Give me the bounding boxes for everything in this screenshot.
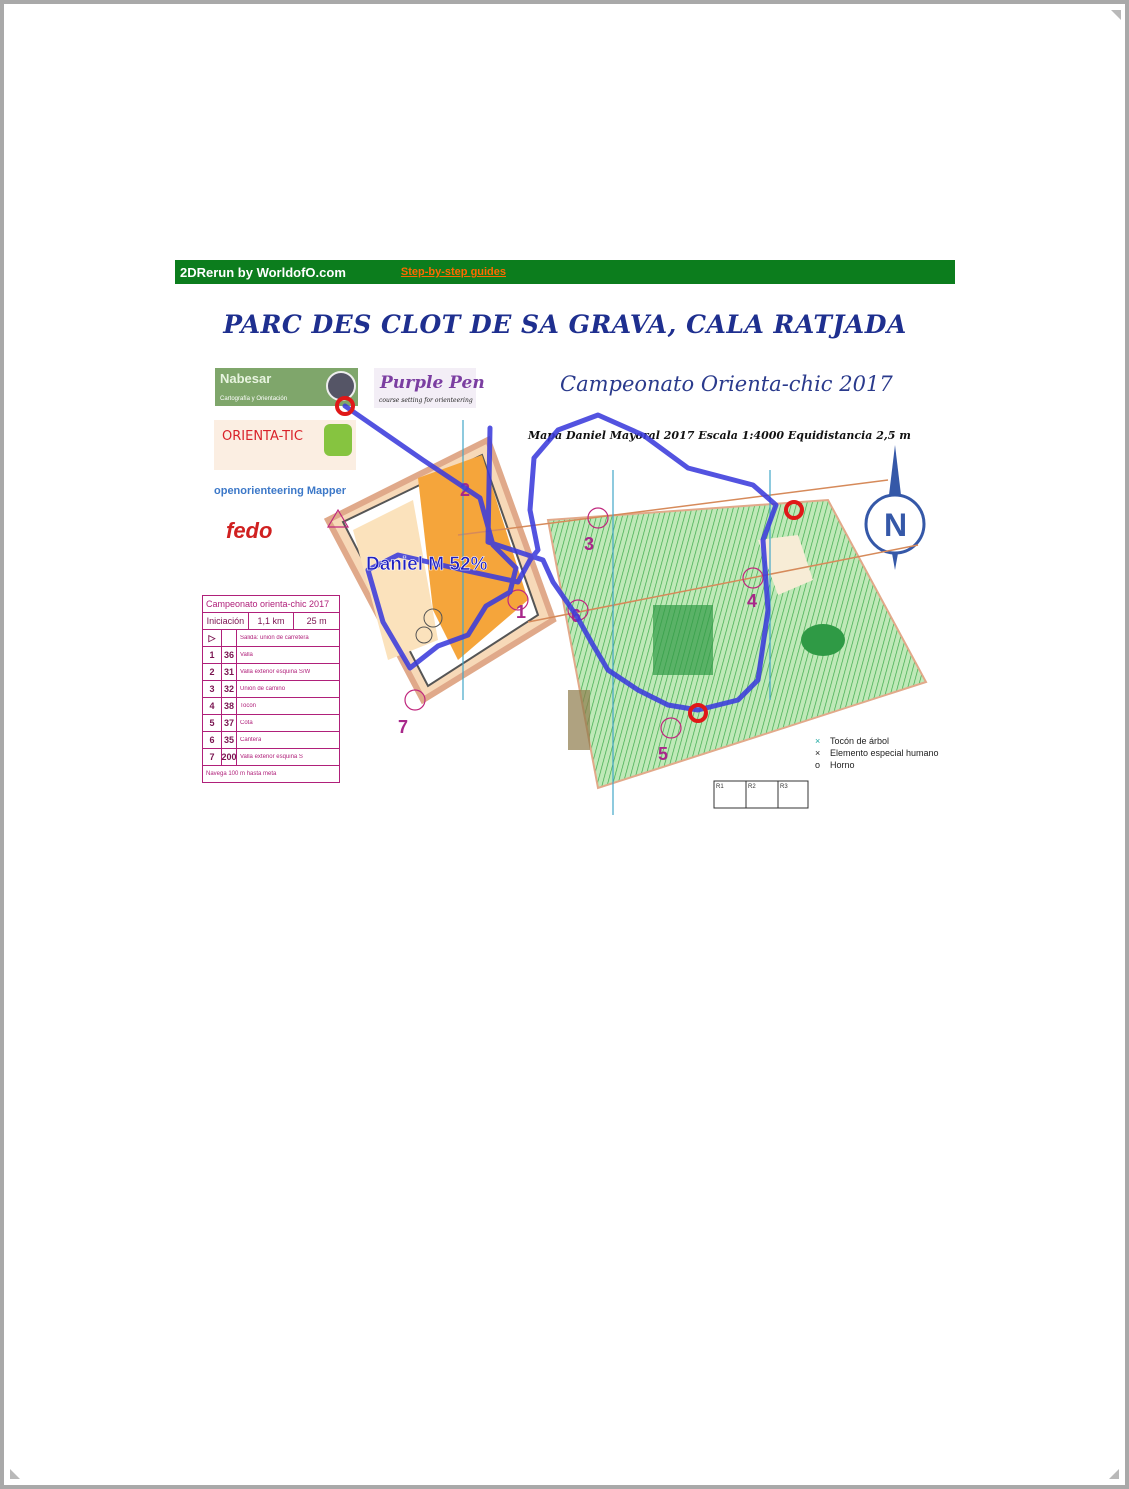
desc-control-text: Valla exterior esquina S/W: [240, 669, 311, 675]
desc-title-row: [203, 596, 339, 613]
oom-logo: openorienteering Mapper: [214, 485, 347, 497]
desc-control-row: [203, 647, 339, 664]
purple-pen-subtext: course setting for orienteering: [379, 397, 473, 404]
desc-control-num: 2: [203, 664, 222, 680]
control-number-1: 1: [516, 602, 527, 622]
punch-box-1: R1: [716, 784, 724, 790]
nabesar-text: Nabesar: [220, 371, 272, 386]
header-banner: [175, 260, 955, 284]
map-legend: [815, 736, 939, 770]
desc-control-code: 35: [222, 732, 237, 748]
desc-meta-row: [203, 613, 339, 630]
desc-start-row: [203, 630, 339, 647]
nabesar-subtext: Cartografía y Orientación: [220, 396, 288, 402]
brand-label: 2DRerun by WorldofO.com: [180, 264, 346, 280]
control-number-6: 6: [571, 606, 582, 626]
android-icon: [324, 424, 352, 456]
orienta-tic-text: ORIENTA-TIC: [222, 429, 303, 444]
legend-symbol-stump: ×: [815, 736, 821, 746]
corner-marker: [1109, 1469, 1119, 1479]
desc-control-row: [203, 681, 339, 698]
control-number-3: 3: [584, 534, 595, 554]
control-number-2: 2: [460, 480, 471, 500]
fedo-text: fedo: [226, 518, 273, 543]
desc-control-row: [203, 749, 339, 766]
corner-marker: [10, 1469, 20, 1479]
legend-symbol-special: ×: [815, 748, 821, 758]
desc-control-code: 32: [222, 681, 237, 697]
desc-control-code: 38: [222, 698, 237, 714]
desc-control-row: [203, 715, 339, 732]
desc-control-text: Cota: [240, 720, 253, 726]
desc-finish-text: Navega 100 m hasta meta: [206, 771, 277, 777]
desc-control-row: [203, 664, 339, 681]
desc-control-text: Cantera: [240, 737, 262, 743]
control-number-4: 4: [747, 591, 758, 611]
desc-control-num: 6: [203, 732, 222, 748]
legend-symbol-oven: o: [815, 760, 821, 770]
runner-label: Daniel M 52%: [366, 554, 488, 575]
desc-control-code: 31: [222, 664, 237, 680]
desc-course: Iniciación: [203, 613, 249, 629]
legend-label-special: Elemento especial humano: [830, 748, 939, 758]
control-number-7: 7: [398, 717, 409, 737]
control-description-sheet: [202, 595, 340, 783]
desc-control-row: [203, 732, 339, 749]
desc-start-text: Salida: unión de carretera: [240, 635, 309, 641]
desc-control-text: Tocón: [240, 703, 257, 709]
punch-box-3: R3: [780, 784, 788, 790]
desc-climb: 25 m: [306, 616, 327, 626]
desc-control-num: 7: [203, 749, 222, 765]
desc-control-text: Valla: [240, 652, 253, 658]
fedo-logo: [226, 518, 272, 543]
desc-control-text: Valla exterior esquina S: [240, 754, 303, 760]
desc-control-row: [203, 698, 339, 715]
desc-control-text: Unión de camino: [240, 686, 286, 692]
legend-label-oven: Horno: [830, 760, 855, 770]
desc-title: Campeonato orienta-chic 2017: [206, 599, 330, 609]
purple-pen-logo: [374, 368, 485, 408]
desc-control-num: 4: [203, 698, 222, 714]
punch-boxes: [714, 781, 808, 808]
north-label: N: [884, 507, 908, 543]
north-arrow-icon: [866, 445, 924, 570]
nabesar-logo: [215, 368, 358, 406]
desc-length: 1,1 km: [249, 613, 295, 629]
orienta-tic-logo: [214, 420, 356, 470]
desc-finish-row: [203, 766, 339, 782]
map-title: PARC DES CLOT DE SA GRAVA, CALA RATJADA: [223, 310, 907, 339]
desc-empty-cell: [222, 630, 237, 646]
desc-control-num: 3: [203, 681, 222, 697]
map-credits: Mapa Daniel Mayoral 2017 Escala 1:4000 Equidistancia 2,5 m: [528, 429, 911, 442]
corner-marker: [1111, 10, 1121, 20]
desc-control-num: 1: [203, 647, 222, 663]
map-subtitle: Campeonato Orienta-chic 2017: [560, 372, 893, 396]
desc-control-code: 200: [222, 749, 237, 765]
desc-control-num: 5: [203, 715, 222, 731]
purple-pen-text: Purple Pen: [380, 373, 485, 393]
punch-box-2: R2: [748, 784, 756, 790]
control-number-5: 5: [658, 744, 669, 764]
legend-label-stump: Tocón de árbol: [830, 736, 890, 746]
start-triangle-icon: ▷: [203, 630, 222, 646]
desc-control-code: 37: [222, 715, 237, 731]
desc-control-code: 36: [222, 647, 237, 663]
step-by-step-guides-link[interactable]: Step-by-step guides: [400, 266, 507, 278]
